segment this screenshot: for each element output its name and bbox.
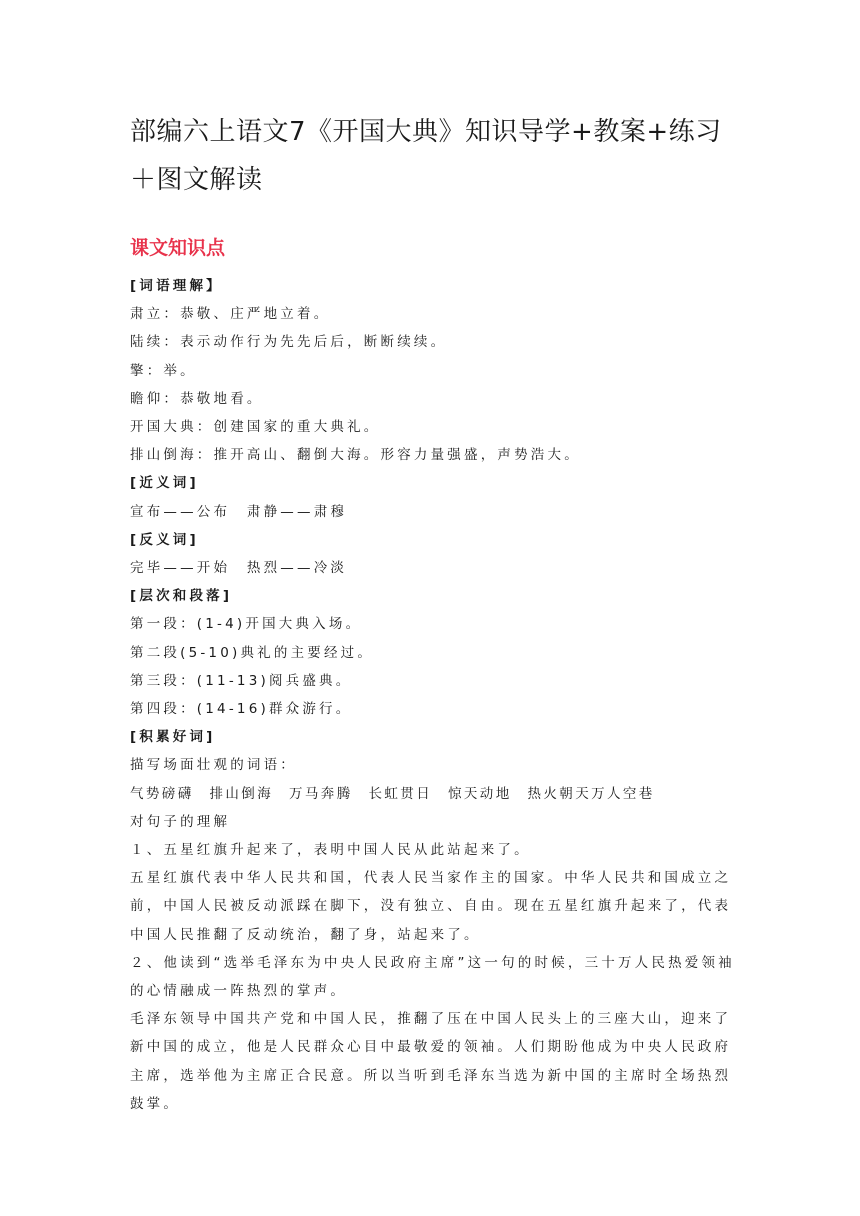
vocab-item: 开国大典：创建国家的重大典礼。 (130, 419, 381, 436)
structure-item: 第三段：(11-13)阅兵盛典。 (130, 672, 353, 689)
section-title: 课文知识点 (130, 237, 226, 259)
document-title: 部编六上语文7《开国大典》知识导学+教案+练习＋图文解读 (130, 117, 722, 195)
synonyms-text: 宣布——公布 肃静——肃穆 (130, 503, 348, 520)
antonyms-heading: [反义词] (130, 531, 199, 548)
vocab-item: 擎：举。 (130, 362, 197, 379)
vocab-heading: [词语理解】 (130, 278, 223, 294)
structure-item: 第一段：(1-4)开国大典入场。 (130, 616, 363, 633)
document-page (130, 108, 735, 1118)
sentence-quote: ２、他读到“选举毛泽东为中央人民政府主席”这一句的时候，三十万人民热爱领袖的心情融成一阵热烈的掌声。 (130, 954, 735, 1000)
antonyms-text: 完毕——开始 热烈——冷淡 (130, 560, 348, 577)
sentence-quote: １、五星红旗升起来了，表明中国人民从此站起来了。 (130, 842, 531, 859)
vocab-item: 肃立：恭敬、庄严地立着。 (130, 306, 331, 323)
structure-item: 第四段：(14-16)群众游行。 (130, 701, 353, 718)
structure-heading: [层次和段落] (130, 588, 233, 605)
vocab-item: 排山倒海：推开高山、翻倒大海。形容力量强盛，声势浩大。 (130, 447, 581, 464)
good-words-heading: [积累好词] (130, 729, 216, 746)
sentence-explanation: 毛泽东领导中国共产党和中国人民，推翻了压在中国人民头上的三座大山，迎来了新中国的成立，他是人民群众心目中最敬爱的领袖。人们期盼他成为中央人民政府主席，选举他为主席正合民意。所以当听到毛泽东当选为新中国的主席时全场热烈鼓掌。 (130, 1011, 732, 1112)
sentence-explanation: 五星红旗代表中华人民共和国，代表人民当家作主的国家。中华人民共和国成立之前，中国人民被反动派踩在脚下，没有独立、自由。现在五星红旗升起来了，代表中国人民推翻了反动统治，翻了身，站起来了。 (130, 870, 732, 943)
sentences-heading: 对句子的理解 (130, 813, 231, 830)
good-words-text: 气势磅礴 排山倒海 万马奔腾 长虹贯日 惊天动地 热火朝天万人空巷 (130, 785, 655, 802)
vocab-item: 瞻仰：恭敬地看。 (130, 390, 264, 407)
good-words-intro: 描写场面壮观的词语： (130, 757, 297, 774)
synonyms-heading: [近义词] (130, 475, 199, 492)
vocab-item: 陆续：表示动作行为先先后后，断断续续。 (130, 334, 448, 351)
structure-item: 第二段(5-10)典礼的主要经过。 (130, 644, 375, 661)
